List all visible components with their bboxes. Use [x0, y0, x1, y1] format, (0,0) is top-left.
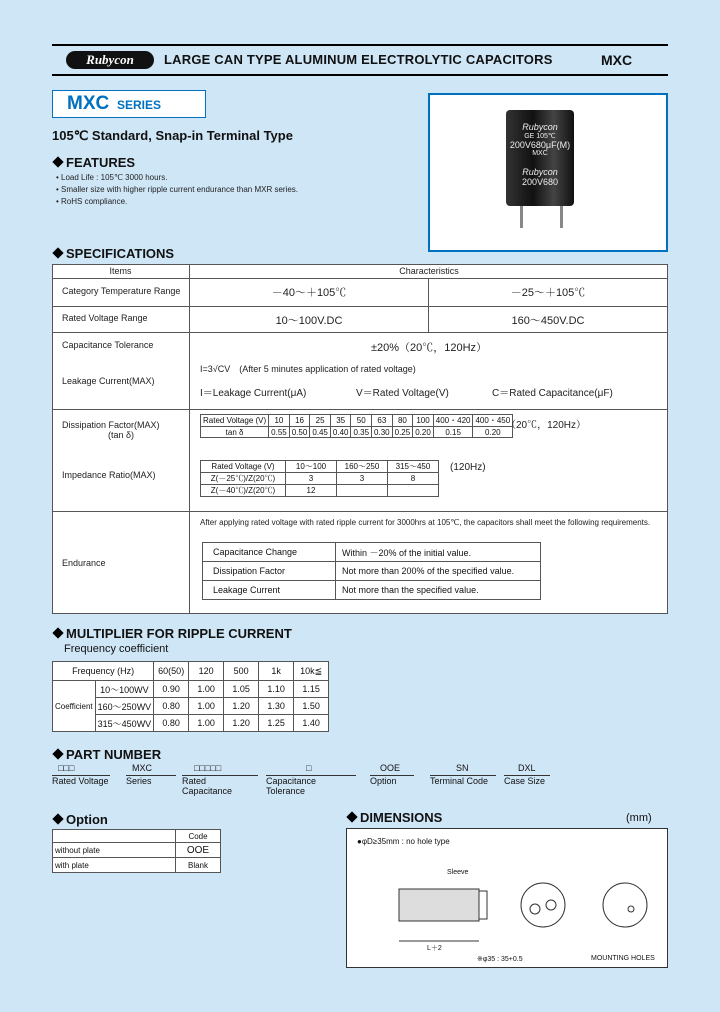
leak-formula: I=3√CV (After 5 minutes application of rated voltage) — [200, 364, 416, 374]
series-box — [52, 90, 206, 118]
dims-l: L＋2 — [427, 945, 442, 952]
page-title: LARGE CAN TYPE ALUMINUM ELECTROLYTIC CAPACITORS — [164, 52, 553, 67]
volt-a: 10～100V.DC — [275, 315, 343, 327]
diamond-icon — [52, 813, 63, 824]
df-label: Dissipation Factor(MAX) — [62, 420, 160, 430]
dims-mount: MOUNTING HOLES — [591, 955, 655, 962]
volt-b: 160～450V.DC — [511, 315, 585, 327]
terminal-right — [560, 206, 563, 228]
ripple-heading: MULTIPLIER FOR RIPPLE CURRENT — [52, 626, 292, 641]
imp-cond: (120Hz) — [450, 462, 486, 473]
dimensions-drawing — [346, 828, 668, 968]
option-table: Code without plate OOE with plate Blank — [52, 829, 221, 873]
diamond-icon — [52, 156, 63, 167]
part-number-heading: PART NUMBER — [52, 747, 161, 762]
series-name: MXC — [67, 93, 110, 114]
feature-item: • Load Life : 105℃ 3000 hours. — [56, 173, 168, 182]
specifications-heading: SPECIFICATIONS — [52, 246, 174, 261]
leak-label: Leakage Current(MAX) — [62, 376, 155, 386]
mounting-circle — [603, 883, 647, 927]
side-view-cap — [479, 891, 487, 919]
diamond-icon — [52, 627, 63, 638]
df-cond: （20℃，120Hz） — [506, 420, 587, 431]
col-items: Items — [109, 266, 132, 276]
diamond-icon — [52, 247, 63, 258]
ripple-sub: Frequency coefficient — [64, 643, 169, 655]
leak-v: V＝Rated Voltage(V) — [356, 388, 449, 399]
end-note: After applying rated voltage with rated ripple current for 3000hrs at 105℃, the capacitors shall meet the following requirements. — [200, 518, 651, 527]
series-suffix: SERIES — [117, 98, 162, 112]
df-table: Rated Voltage (V) 10 16 25 35 50 63 80 100 400・420 400・450 tan δ 0.55 0.50 0.45 0.40 0.35 0.30 0.25 0.20 0.15 0.20 — [200, 414, 513, 438]
imp-table: Rated Voltage (V) 10～100 160～250 315～450 Z(－25℃)/Z(20℃) 3 3 8 Z(－40℃)/Z(20℃) 12 — [200, 460, 439, 497]
terminal-left — [520, 206, 523, 228]
diamond-icon — [346, 811, 357, 822]
df-label2: (tan δ) — [108, 430, 135, 440]
dims-unit: (mm) — [626, 812, 652, 824]
diamond-icon — [52, 748, 63, 759]
feature-item: • RoHS compliance. — [56, 197, 128, 206]
subtitle: 105℃ Standard, Snap-in Terminal Type — [52, 128, 293, 143]
option-heading: Option — [52, 812, 108, 827]
rubycon-logo: Rubycon — [66, 51, 154, 69]
capt-label: Capacitance Tolerance — [62, 340, 154, 350]
side-view-body — [399, 889, 479, 921]
terminal-hole-1 — [530, 904, 540, 914]
endurance-table: Capacitance Change Within －20% of the initial value. Dissipation Factor Not more than 200% of the specified value. Leakage Current Not more than the specified value. — [202, 542, 541, 600]
leak-i: I＝Leakage Current(μA) — [200, 388, 307, 399]
end-label: Endurance — [62, 558, 106, 568]
dimension-svg — [347, 829, 667, 967]
capacitor-image: Rubycon GE 105℃ 200V680μF(M) MXC Rubycon 200V680 — [506, 110, 574, 206]
leak-c: C＝Rated Capacitance(μF) — [492, 388, 613, 399]
temp-a: －40～＋105℃ — [271, 287, 347, 299]
top-view-circle — [521, 883, 565, 927]
imp-label: Impedance Ratio(MAX) — [62, 470, 156, 480]
features-list — [56, 172, 298, 208]
mounting-hole — [628, 906, 634, 912]
capt-val: ±20%（20℃，120Hz） — [370, 342, 488, 354]
series-code: MXC — [601, 52, 633, 68]
dims-sleeve: Sleeve — [447, 869, 469, 876]
dims-tol: ※φ35 : 35+0.5 — [477, 956, 523, 963]
terminal-hole-2 — [546, 900, 556, 910]
temp-b: －25～＋105℃ — [510, 287, 586, 299]
feature-item: • Smaller size with higher ripple current endurance than MXR series. — [56, 185, 299, 194]
part-number-row: □□□ Rated Voltage MXC Series □□□□□ Rated Capacitance □ Capacitance Tolerance OOE Option SN Terminal Code DXL Case Size — [52, 763, 552, 791]
temp-label: Category Temperature Range — [62, 286, 181, 296]
col-characteristics: Characteristics — [399, 266, 459, 276]
ripple-table: Frequency (Hz) 60(50) 120 500 1k 10k≦ Coefficient 10～100WV 0.90 1.00 1.05 1.10 1.15 160～250WV 0.80 1.00 1.20 1.30 1.50 315～450WV 0.80 1.00 1.20 1.25 1.40 — [52, 661, 329, 732]
dims-note: ●φD≥35mm : no hole type — [357, 837, 450, 846]
volt-label: Rated Voltage Range — [62, 313, 148, 323]
dimensions-heading: DIMENSIONS — [346, 810, 442, 825]
features-heading: FEATURES — [52, 155, 135, 170]
specifications-table — [52, 264, 668, 614]
